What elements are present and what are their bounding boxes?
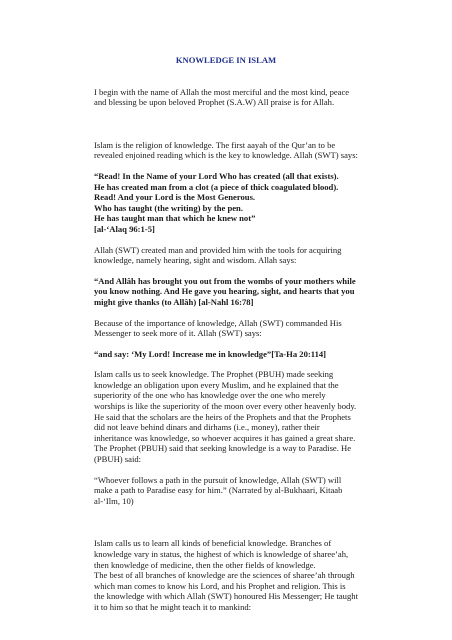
quran-verse-alaq: [94, 171, 358, 235]
verse-line: He has taught man that which he knew not”: [94, 213, 256, 224]
tools-paragraph: Allah (SWT) created man and provided him with the tools for acquiring knowledge, namely hearing, sight and wisdom. Allah says:: [94, 244, 342, 266]
verse-line: Who has taught (the writing) by the pen.: [94, 202, 243, 213]
command-paragraph: Because of the importance of knowledge, Allah (SWT) commanded His Messenger to seek more of it. Allah (SWT) says:: [94, 317, 342, 339]
verse-reference: [al-‘Alaq 96:1-5]: [94, 223, 155, 234]
quran-verse-taha: “and say: ‘My Lord! Increase me in knowledge”[Ta-Ha 20:114]: [94, 348, 327, 359]
sharee-ah-paragraph: The best of all branches of knowledge are the sciences of sharee’ah through which man comes to know his Lord, and his Prophet and religion. This is the knowledge with which Allah (SWT) honoured His Messenger; He taught it to him so that he might teach it to mankind:: [94, 570, 358, 612]
verse-line: Read! And your Lord is the Most Generous.: [94, 192, 256, 203]
intro-paragraph: Islam is the religion of knowledge. The first aayah of the Qur’an to be revealed enjoined reading which is the key to knowledge. Allah (SWT) says:: [94, 139, 358, 161]
opening-paragraph: I begin with the name of Allah the most merciful and the most kind, peace and blessing be upon beloved Prophet (S.A.W) All praise is for Allah.: [94, 86, 350, 108]
hadith-quote: “Whoever follows a path in the pursuit of knowledge, Allah (SWT) will make a path to Paradise easy for him.” (Narrated by al-Bukhaari, Kitaab al-‘Ilm, 10): [94, 474, 343, 506]
seek-knowledge-paragraph: Islam calls us to seek knowledge. The Prophet (PBUH) made seeking knowledge an obligation upon every Muslim, and he explained that the superiority of the one who has knowledge over the one who merely worships is like the superiority of the moon over every other heavenly body. He said that the scholars are the heirs of the Prophets and that the Prophets did not leave behind dinars and dirhams (i.e., money), rather their inheritance was knowledge, so whoever acquires it has gained a great share. The Prophet (PBUH) said that seeking knowledge is a way to Paradise. He (PBUH) said:: [94, 369, 357, 465]
document-title: KNOWLEDGE IN ISLAM: [175, 55, 277, 65]
verse-line: He has created man from a clot (a piece of thick coagulated blood).: [94, 181, 339, 192]
verse-line: “Read! In the Name of your Lord Who has created (all that exists).: [94, 170, 339, 181]
quran-verse-nahl: “And Allâh has brought you out from the wombs of your mothers while you know nothing. And He gave you hearing, sight, and hearts that you might give thanks (to Allâh) [al-Nahl 16:78]: [94, 275, 356, 307]
branches-paragraph: Islam calls us to learn all kinds of beneficial knowledge. Branches of knowledge vary in status, the highest of which is knowledge of sharee’ah, then knowledge of medicine, then the other fields of knowledge.: [94, 538, 349, 570]
